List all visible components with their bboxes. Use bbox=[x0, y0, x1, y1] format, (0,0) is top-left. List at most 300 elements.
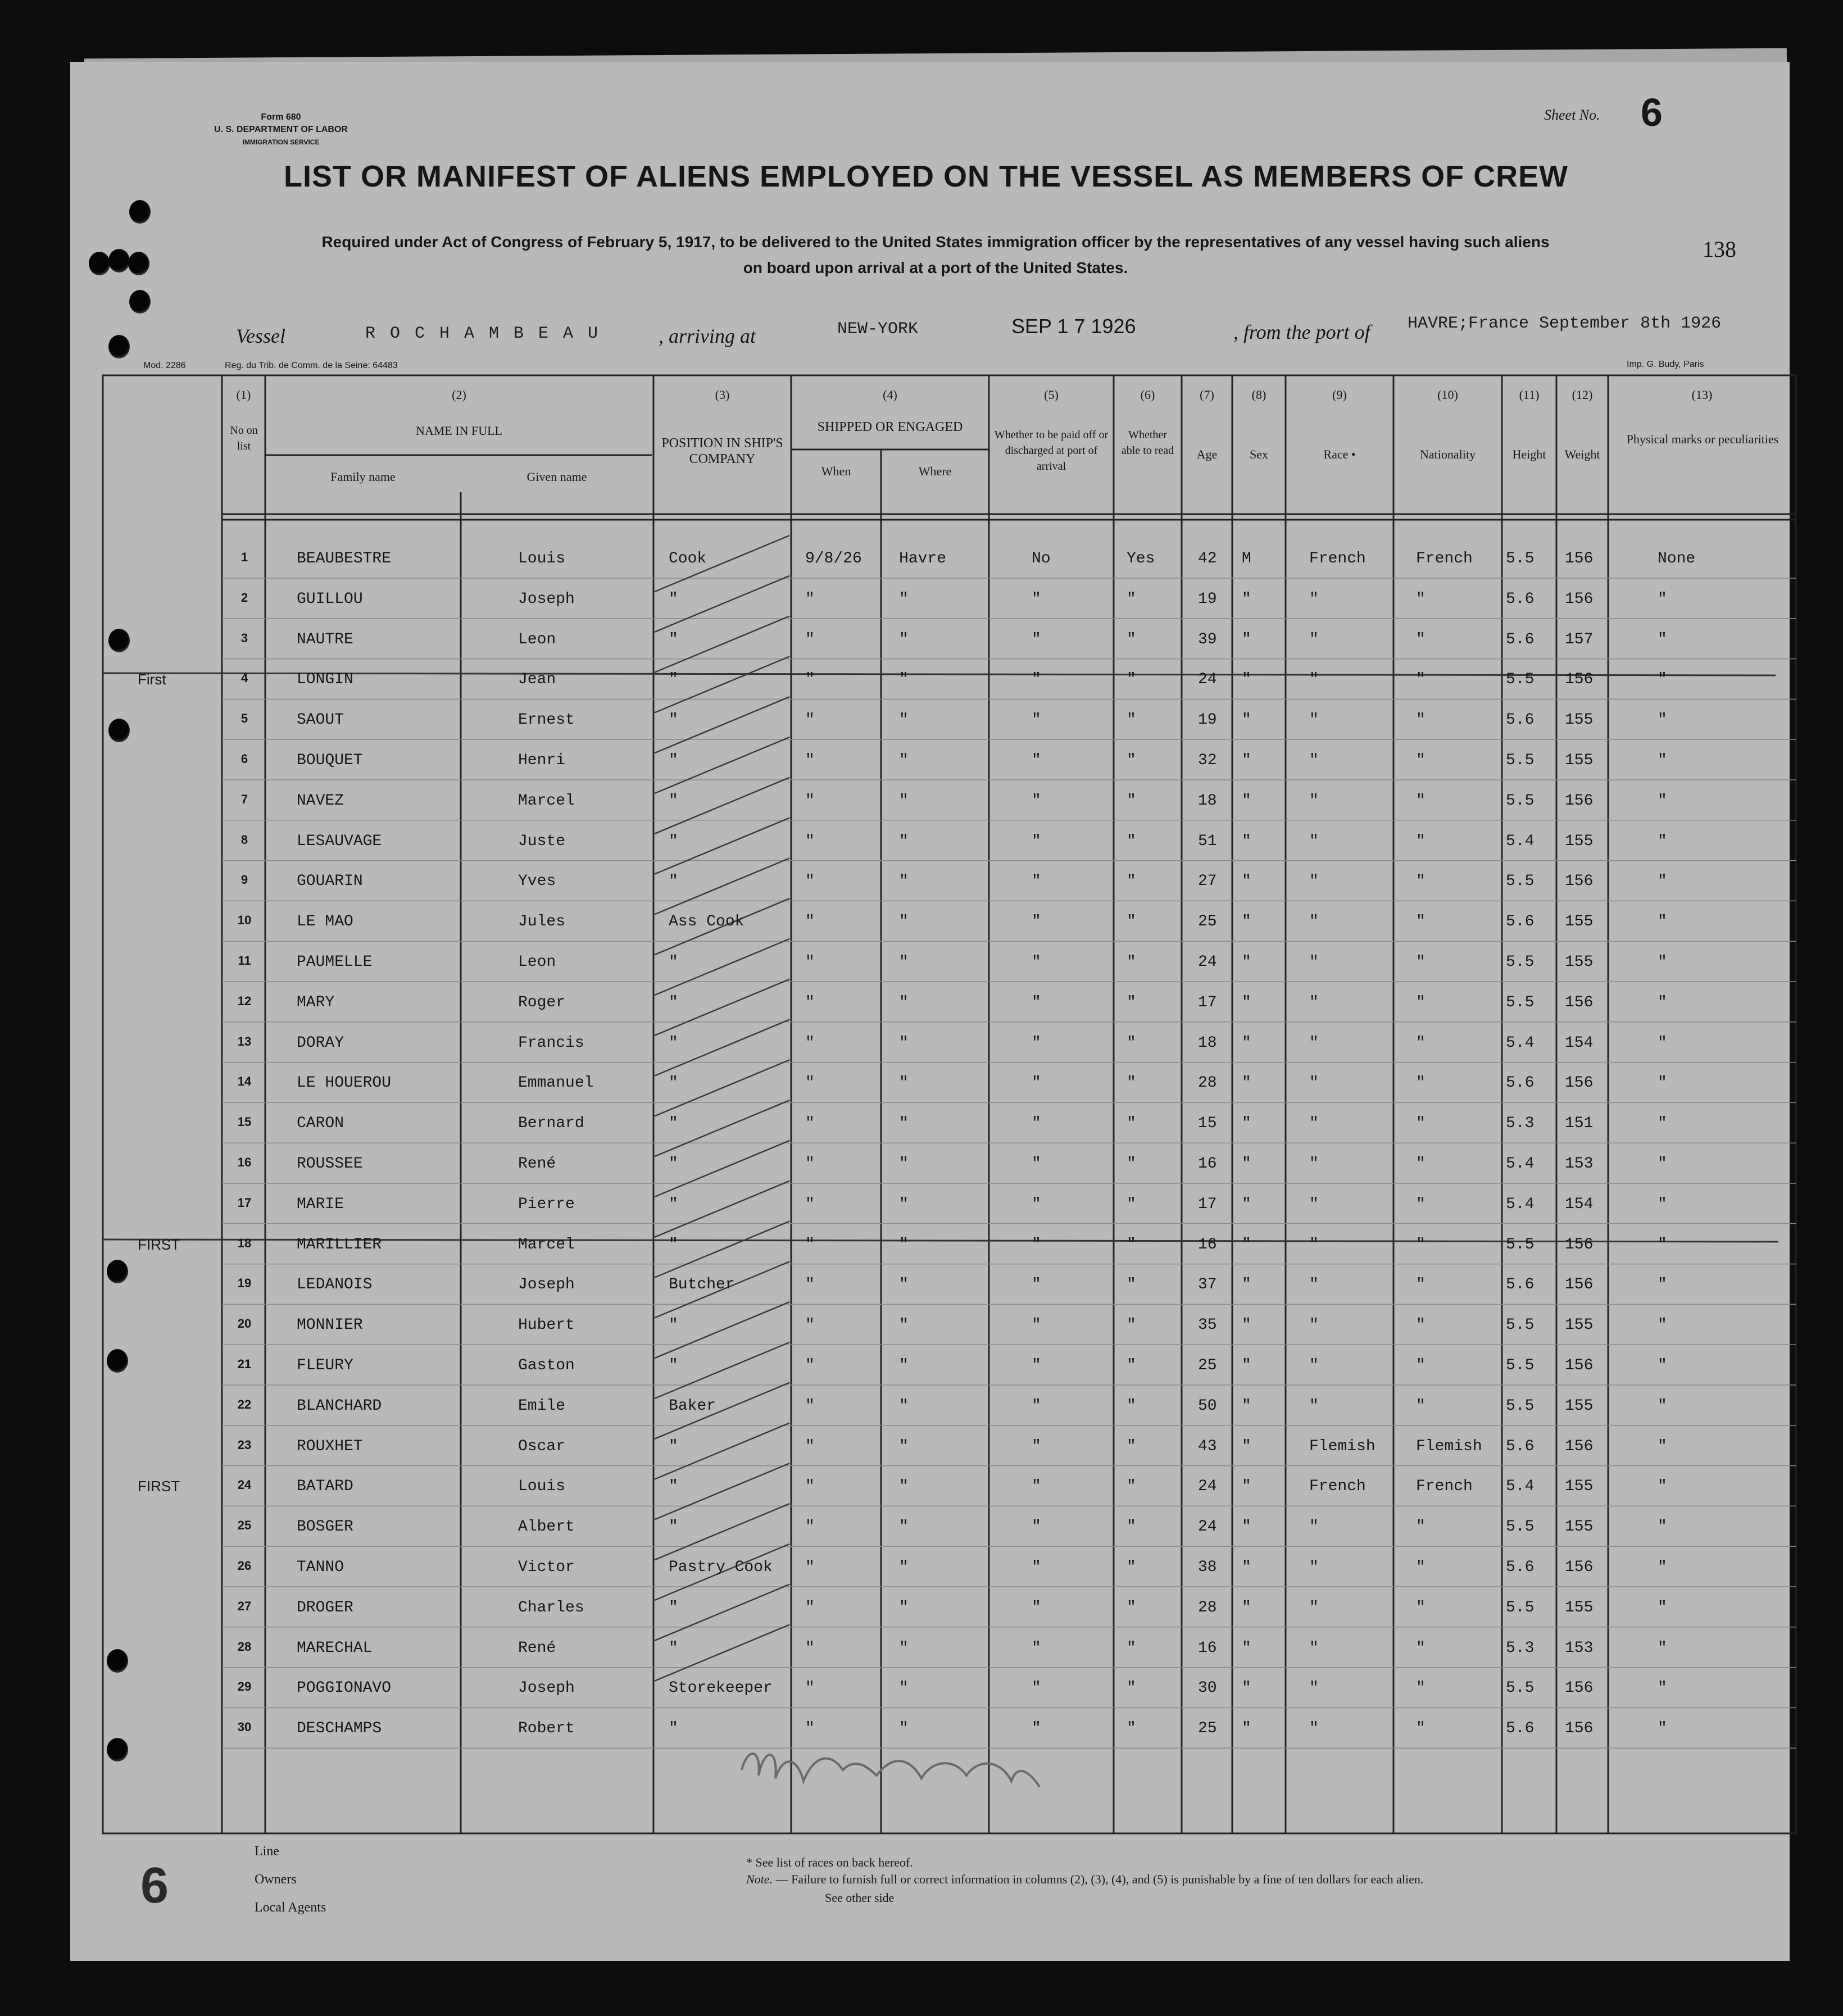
cell-margin-note: FIRST bbox=[138, 1236, 180, 1253]
cell-age: 37 bbox=[1198, 1276, 1217, 1294]
cell-shipped-where: " bbox=[899, 1034, 909, 1052]
cell-height: 5.3 bbox=[1506, 1639, 1535, 1657]
cell-paid-off: " bbox=[1032, 1720, 1041, 1738]
cell-height: 5.4 bbox=[1506, 1478, 1535, 1496]
cell-given-name: Jean bbox=[518, 671, 556, 689]
cell-able-to-read: " bbox=[1127, 913, 1136, 931]
cell-position: " bbox=[669, 1437, 678, 1455]
cell-race: " bbox=[1309, 1155, 1319, 1173]
cell-nationality: " bbox=[1416, 1599, 1426, 1617]
cell-shipped-when: " bbox=[805, 953, 815, 971]
cell-paid-off: " bbox=[1032, 1679, 1041, 1697]
mod-number: Mod. 2286 bbox=[143, 361, 186, 370]
cell-sex: " bbox=[1242, 1195, 1251, 1213]
cell-paid-off: " bbox=[1032, 1357, 1041, 1374]
cell-able-to-read: " bbox=[1127, 1639, 1136, 1657]
cell-nationality: " bbox=[1416, 1195, 1426, 1213]
cell-race: French bbox=[1309, 550, 1366, 567]
owners-label: Owners bbox=[255, 1872, 297, 1887]
cell-nationality: " bbox=[1416, 1155, 1426, 1173]
cell-able-to-read: " bbox=[1127, 1518, 1136, 1536]
cell-able-to-read: " bbox=[1127, 993, 1136, 1011]
cell-shipped-when: " bbox=[805, 832, 815, 850]
cell-height: 5.5 bbox=[1506, 1518, 1535, 1536]
cell-given-name: Emile bbox=[518, 1397, 566, 1415]
cell-shipped-where: " bbox=[899, 792, 909, 810]
cell-race: " bbox=[1309, 1195, 1319, 1213]
col1-header: No on list bbox=[230, 424, 258, 452]
cell-able-to-read: " bbox=[1127, 1679, 1136, 1697]
cell-age: 28 bbox=[1198, 1599, 1217, 1617]
cell-shipped-where: " bbox=[899, 832, 909, 850]
cell-sex: " bbox=[1242, 630, 1251, 648]
cell-shipped-when: " bbox=[805, 1276, 815, 1294]
cell-paid-off: " bbox=[1032, 792, 1041, 810]
cell-height: 5.6 bbox=[1506, 1276, 1535, 1294]
cell-family-name: ROUXHET bbox=[297, 1437, 363, 1455]
col8-number: (8) bbox=[1251, 388, 1267, 402]
cell-shipped-when: " bbox=[805, 1155, 815, 1173]
cell-shipped-when: " bbox=[805, 1518, 815, 1536]
cell-shipped-when: " bbox=[805, 913, 815, 931]
cell-given-name: Charles bbox=[518, 1599, 584, 1617]
cell-weight: 155 bbox=[1565, 1599, 1594, 1617]
cell-physical-marks: " bbox=[1658, 1276, 1667, 1294]
cell-race: " bbox=[1309, 1074, 1319, 1092]
cell-age: 25 bbox=[1198, 1720, 1217, 1738]
cell-shipped-where: " bbox=[899, 671, 909, 689]
cell-weight: 156 bbox=[1565, 590, 1594, 608]
cell-shipped-when: " bbox=[805, 752, 815, 769]
col10-header: Nationality bbox=[1420, 447, 1476, 461]
cell-race: " bbox=[1309, 873, 1319, 891]
page-title: LIST OR MANIFEST OF ALIENS EMPLOYED ON THE VESSEL AS MEMBERS OF CREW bbox=[284, 160, 1569, 193]
cell-physical-marks: " bbox=[1658, 1599, 1667, 1617]
cell-paid-off: " bbox=[1032, 1599, 1041, 1617]
see-other-side: See other side bbox=[825, 1891, 895, 1905]
cell-height: 5.6 bbox=[1506, 1074, 1535, 1092]
cell-sex: " bbox=[1242, 752, 1251, 769]
cell-paid-off: " bbox=[1032, 1639, 1041, 1657]
cell-sex: " bbox=[1242, 1437, 1251, 1455]
cell-able-to-read: " bbox=[1127, 792, 1136, 810]
cell-family-name: BEAUBESTRE bbox=[297, 550, 392, 567]
cell-position: " bbox=[669, 590, 678, 608]
cell-weight: 151 bbox=[1565, 1115, 1594, 1133]
cell-race: " bbox=[1309, 1276, 1319, 1294]
cell-given-name: Joseph bbox=[518, 590, 575, 608]
cell-shipped-when: " bbox=[805, 1478, 815, 1496]
cell-able-to-read: " bbox=[1127, 1115, 1136, 1133]
cell-nationality: " bbox=[1416, 1034, 1426, 1052]
cell-age: 32 bbox=[1198, 752, 1217, 769]
cell-physical-marks: " bbox=[1658, 1034, 1667, 1052]
cell-shipped-where: " bbox=[899, 1276, 909, 1294]
form-service: IMMIGRATION SERVICE bbox=[242, 138, 320, 146]
cell-position: " bbox=[669, 1599, 678, 1617]
cell-position: " bbox=[669, 1115, 678, 1133]
cell-row-number: 30 bbox=[237, 1720, 252, 1735]
cell-age: 25 bbox=[1198, 1357, 1217, 1374]
cell-sex: " bbox=[1242, 953, 1251, 971]
cell-physical-marks: None bbox=[1658, 550, 1696, 567]
cell-nationality: French bbox=[1416, 550, 1473, 567]
cell-shipped-where: " bbox=[899, 953, 909, 971]
cell-given-name: Marcel bbox=[518, 792, 575, 810]
cell-race: " bbox=[1309, 1236, 1319, 1254]
cell-weight: 156 bbox=[1565, 1074, 1594, 1092]
cell-able-to-read: " bbox=[1127, 1397, 1136, 1415]
cell-weight: 156 bbox=[1565, 1720, 1594, 1738]
cell-row-number: 19 bbox=[237, 1276, 252, 1291]
cell-shipped-when: " bbox=[805, 792, 815, 810]
cell-nationality: " bbox=[1416, 792, 1426, 810]
subtitle-line-1: Required under Act of Congress of February 5, 1917, to be delivered to the United States immigration officer by the representatives of any vessel having such aliens bbox=[321, 233, 1550, 251]
cell-sex: " bbox=[1242, 1074, 1251, 1092]
cell-paid-off: " bbox=[1032, 1236, 1041, 1254]
cell-family-name: NAVEZ bbox=[297, 792, 344, 810]
cell-position: " bbox=[669, 752, 678, 769]
cell-able-to-read: " bbox=[1127, 832, 1136, 850]
cell-sex: " bbox=[1242, 1115, 1251, 1133]
cell-weight: 155 bbox=[1565, 752, 1594, 769]
cell-position: " bbox=[669, 1074, 678, 1092]
cell-race: " bbox=[1309, 1518, 1319, 1536]
cell-able-to-read: " bbox=[1127, 1034, 1136, 1052]
cell-physical-marks: " bbox=[1658, 1518, 1667, 1536]
cell-paid-off: " bbox=[1032, 1397, 1041, 1415]
cell-family-name: LE MAO bbox=[297, 913, 353, 931]
cell-weight: 156 bbox=[1565, 1437, 1594, 1455]
cell-able-to-read: " bbox=[1127, 1316, 1136, 1334]
cell-height: 5.4 bbox=[1506, 1155, 1535, 1173]
cell-shipped-when: " bbox=[805, 711, 815, 729]
form-department: U. S. DEPARTMENT OF LABOR bbox=[214, 125, 348, 134]
cell-family-name: GOUARIN bbox=[297, 873, 363, 891]
col7-header: Age bbox=[1196, 447, 1218, 461]
subtitle-line-2: on board upon arrival at a port of the United States. bbox=[743, 259, 1128, 276]
cell-able-to-read: " bbox=[1127, 630, 1136, 648]
col7-number: (7) bbox=[1200, 388, 1214, 402]
cell-position: Cook bbox=[669, 550, 707, 567]
cell-physical-marks: " bbox=[1658, 832, 1667, 850]
cell-position: " bbox=[669, 993, 678, 1011]
cell-row-number: 1 bbox=[240, 550, 248, 564]
cell-shipped-when: " bbox=[805, 1639, 815, 1657]
cell-row-number: 20 bbox=[237, 1316, 252, 1331]
cell-able-to-read: " bbox=[1127, 1074, 1136, 1092]
cell-shipped-where: " bbox=[899, 590, 909, 608]
cell-race: " bbox=[1309, 671, 1319, 689]
cell-age: 43 bbox=[1198, 1437, 1217, 1455]
col4-header: SHIPPED OR ENGAGED bbox=[817, 420, 963, 434]
cell-given-name: Pierre bbox=[518, 1195, 575, 1213]
cell-physical-marks: " bbox=[1658, 671, 1667, 689]
cell-physical-marks: " bbox=[1658, 1720, 1667, 1738]
cell-shipped-when: " bbox=[805, 1236, 815, 1254]
cell-shipped-where: " bbox=[899, 1074, 909, 1092]
cell-shipped-where: " bbox=[899, 1437, 909, 1455]
cell-shipped-where: " bbox=[899, 873, 909, 891]
cell-weight: 156 bbox=[1565, 1559, 1594, 1576]
col11-header: Height bbox=[1512, 447, 1546, 461]
cell-weight: 153 bbox=[1565, 1639, 1594, 1657]
cell-able-to-read: " bbox=[1127, 1357, 1136, 1374]
cell-paid-off: " bbox=[1032, 953, 1041, 971]
cell-age: 17 bbox=[1198, 993, 1217, 1011]
cell-row-number: 4 bbox=[240, 671, 248, 685]
cell-height: 5.5 bbox=[1506, 752, 1535, 769]
cell-family-name: SAOUT bbox=[297, 711, 344, 729]
cell-age: 16 bbox=[1198, 1236, 1217, 1254]
cell-family-name: MONNIER bbox=[297, 1316, 363, 1334]
note-label: Note. bbox=[746, 1872, 773, 1886]
cell-shipped-where: " bbox=[899, 993, 909, 1011]
cell-family-name: DORAY bbox=[297, 1034, 344, 1052]
sheet-number: 6 bbox=[1641, 90, 1663, 134]
cell-paid-off: " bbox=[1032, 1074, 1041, 1092]
cell-position: " bbox=[669, 1357, 678, 1374]
cell-paid-off: " bbox=[1032, 832, 1041, 850]
cell-family-name: MARECHAL bbox=[297, 1639, 373, 1657]
cell-shipped-where: " bbox=[899, 1518, 909, 1536]
cell-sex: M bbox=[1242, 550, 1251, 567]
cell-height: 5.5 bbox=[1506, 993, 1535, 1011]
cell-nationality: " bbox=[1416, 711, 1426, 729]
cell-sex: " bbox=[1242, 1397, 1251, 1415]
cell-shipped-when: " bbox=[805, 671, 815, 689]
cell-position: " bbox=[669, 671, 678, 689]
cell-able-to-read: " bbox=[1127, 1437, 1136, 1455]
cell-position: " bbox=[669, 1478, 678, 1496]
cell-given-name: Albert bbox=[518, 1518, 575, 1536]
col6-header: Whether able to read bbox=[1121, 429, 1174, 457]
cell-age: 27 bbox=[1198, 873, 1217, 891]
cell-able-to-read: " bbox=[1127, 1559, 1136, 1576]
cell-shipped-when: " bbox=[805, 1115, 815, 1133]
col2-header: NAME IN FULL bbox=[416, 424, 502, 438]
cell-given-name: Juste bbox=[518, 832, 566, 850]
cell-row-number: 5 bbox=[240, 711, 248, 726]
sheet-label: Sheet No. bbox=[1544, 107, 1600, 123]
cell-physical-marks: " bbox=[1658, 630, 1667, 648]
cell-shipped-where: " bbox=[899, 913, 909, 931]
cell-race: " bbox=[1309, 1316, 1319, 1334]
col3-header: POSITION IN SHIP'S COMPANY bbox=[661, 436, 783, 466]
col1-number: (1) bbox=[236, 388, 251, 402]
cell-position: " bbox=[669, 1236, 678, 1254]
cell-age: 25 bbox=[1198, 913, 1217, 931]
cell-paid-off: " bbox=[1032, 752, 1041, 769]
cell-height: 5.6 bbox=[1506, 711, 1535, 729]
cell-row-number: 12 bbox=[237, 993, 252, 1008]
cell-family-name: ROUSSEE bbox=[297, 1155, 363, 1173]
cell-age: 39 bbox=[1198, 630, 1217, 648]
cell-physical-marks: " bbox=[1658, 1639, 1667, 1657]
cell-given-name: Emmanuel bbox=[518, 1074, 594, 1092]
cell-height: 5.4 bbox=[1506, 1034, 1535, 1052]
cell-family-name: DROGER bbox=[297, 1599, 353, 1617]
cell-height: 5.5 bbox=[1506, 550, 1535, 567]
cell-shipped-when: " bbox=[805, 1679, 815, 1697]
note-text: — Failure to furnish full or correct information in columns (2), (3), (4), and (5) is punishable by a fine of ten dollars for each alien. bbox=[775, 1872, 1424, 1886]
cell-shipped-when: " bbox=[805, 1316, 815, 1334]
col10-number: (10) bbox=[1437, 388, 1458, 402]
cell-position: " bbox=[669, 1720, 678, 1738]
cell-family-name: FLEURY bbox=[297, 1357, 353, 1374]
cell-physical-marks: " bbox=[1658, 873, 1667, 891]
col9-number: (9) bbox=[1332, 388, 1347, 402]
cell-weight: 156 bbox=[1565, 1357, 1594, 1374]
cell-given-name: Gaston bbox=[518, 1357, 575, 1374]
cell-age: 18 bbox=[1198, 1034, 1217, 1052]
cell-row-number: 15 bbox=[237, 1115, 252, 1129]
cell-weight: 156 bbox=[1565, 671, 1594, 689]
cell-nationality: " bbox=[1416, 630, 1426, 648]
cell-sex: " bbox=[1242, 1236, 1251, 1254]
cell-sex: " bbox=[1242, 1559, 1251, 1576]
cell-paid-off: " bbox=[1032, 590, 1041, 608]
cell-age: 28 bbox=[1198, 1074, 1217, 1092]
cell-sex: " bbox=[1242, 873, 1251, 891]
cell-race: " bbox=[1309, 1397, 1319, 1415]
cell-shipped-when: " bbox=[805, 1195, 815, 1213]
cell-row-number: 28 bbox=[237, 1639, 252, 1654]
cell-race: " bbox=[1309, 953, 1319, 971]
cell-race: French bbox=[1309, 1478, 1366, 1496]
cell-family-name: NAUTRE bbox=[297, 630, 353, 648]
cell-height: 5.4 bbox=[1506, 1195, 1535, 1213]
cell-position: " bbox=[669, 1518, 678, 1536]
cell-paid-off: " bbox=[1032, 1034, 1041, 1052]
cell-age: 16 bbox=[1198, 1155, 1217, 1173]
cell-physical-marks: " bbox=[1658, 711, 1667, 729]
cell-physical-marks: " bbox=[1658, 1437, 1667, 1455]
cell-shipped-where: " bbox=[899, 1316, 909, 1334]
cell-age: 24 bbox=[1198, 953, 1217, 971]
cell-age: 19 bbox=[1198, 711, 1217, 729]
cell-sex: " bbox=[1242, 1034, 1251, 1052]
cell-row-number: 3 bbox=[240, 630, 248, 645]
cell-height: 5.6 bbox=[1506, 913, 1535, 931]
cell-row-number: 10 bbox=[237, 913, 252, 928]
cell-sex: " bbox=[1242, 832, 1251, 850]
cell-sex: " bbox=[1242, 1679, 1251, 1697]
cell-position: " bbox=[669, 1034, 678, 1052]
cell-race: " bbox=[1309, 1639, 1319, 1657]
cell-physical-marks: " bbox=[1658, 1397, 1667, 1415]
cell-age: 17 bbox=[1198, 1195, 1217, 1213]
cell-family-name: MARY bbox=[297, 993, 335, 1011]
cell-paid-off: " bbox=[1032, 711, 1041, 729]
cell-weight: 156 bbox=[1565, 1679, 1594, 1697]
cell-age: 50 bbox=[1198, 1397, 1217, 1415]
cell-row-number: 9 bbox=[240, 873, 248, 887]
cell-physical-marks: " bbox=[1658, 1559, 1667, 1576]
cell-given-name: Victor bbox=[518, 1559, 575, 1576]
cell-family-name: MARILLIER bbox=[297, 1236, 382, 1254]
cell-able-to-read: " bbox=[1127, 1720, 1136, 1738]
when-header: When bbox=[821, 464, 851, 478]
cell-weight: 156 bbox=[1565, 1236, 1594, 1254]
cell-row-number: 27 bbox=[237, 1599, 252, 1613]
col8-header: Sex bbox=[1250, 447, 1268, 461]
cell-position: Ass Cook bbox=[669, 913, 745, 931]
cell-position: Baker bbox=[669, 1397, 716, 1415]
cell-physical-marks: " bbox=[1658, 1115, 1667, 1133]
cell-nationality: " bbox=[1416, 1518, 1426, 1536]
cell-position: " bbox=[669, 953, 678, 971]
cell-paid-off: " bbox=[1032, 1437, 1041, 1455]
cell-age: 18 bbox=[1198, 792, 1217, 810]
cell-sex: " bbox=[1242, 1357, 1251, 1374]
cell-nationality: " bbox=[1416, 1316, 1426, 1334]
cell-family-name: DESCHAMPS bbox=[297, 1720, 382, 1738]
cell-row-number: 2 bbox=[240, 590, 248, 605]
cell-height: 5.6 bbox=[1506, 1437, 1535, 1455]
cell-row-number: 18 bbox=[237, 1236, 252, 1250]
cell-weight: 155 bbox=[1565, 1518, 1594, 1536]
family-name-header: Family name bbox=[330, 470, 396, 484]
cell-weight: 156 bbox=[1565, 873, 1594, 891]
cell-row-number: 21 bbox=[237, 1357, 252, 1371]
cell-weight: 155 bbox=[1565, 832, 1594, 850]
col13-number: (13) bbox=[1691, 388, 1713, 402]
cell-shipped-where: " bbox=[899, 1397, 909, 1415]
cell-family-name: MARIE bbox=[297, 1195, 344, 1213]
vessel-name: R O C H A M B E A U bbox=[365, 324, 601, 343]
cell-family-name: BOSGER bbox=[297, 1518, 353, 1536]
cell-weight: 154 bbox=[1565, 1034, 1594, 1052]
cell-given-name: René bbox=[518, 1639, 556, 1657]
cell-family-name: BOUQUET bbox=[297, 752, 363, 769]
cell-age: 24 bbox=[1198, 1478, 1217, 1496]
cell-shipped-where: Havre bbox=[899, 550, 947, 567]
cell-paid-off: " bbox=[1032, 1559, 1041, 1576]
cell-family-name: LONGIN bbox=[297, 671, 353, 689]
cell-row-number: 13 bbox=[237, 1034, 252, 1048]
cell-shipped-when: " bbox=[805, 1599, 815, 1617]
cell-shipped-where: " bbox=[899, 1478, 909, 1496]
cell-nationality: " bbox=[1416, 993, 1426, 1011]
cell-weight: 155 bbox=[1565, 913, 1594, 931]
cell-race: " bbox=[1309, 792, 1319, 810]
cell-shipped-where: " bbox=[899, 1195, 909, 1213]
cell-paid-off: " bbox=[1032, 630, 1041, 648]
cell-race: " bbox=[1309, 1357, 1319, 1374]
cell-able-to-read: " bbox=[1127, 590, 1136, 608]
cell-row-number: 7 bbox=[240, 792, 248, 806]
cell-race: " bbox=[1309, 752, 1319, 769]
col12-number: (12) bbox=[1572, 388, 1593, 402]
cell-able-to-read: " bbox=[1127, 1195, 1136, 1213]
cell-paid-off: " bbox=[1032, 1195, 1041, 1213]
cell-able-to-read: " bbox=[1127, 873, 1136, 891]
cell-nationality: " bbox=[1416, 590, 1426, 608]
cell-race: " bbox=[1309, 1559, 1319, 1576]
col5-header: Whether to be paid off or discharged at port of arrival bbox=[994, 429, 1109, 473]
cell-sex: " bbox=[1242, 711, 1251, 729]
cell-able-to-read: " bbox=[1127, 953, 1136, 971]
cell-age: 35 bbox=[1198, 1316, 1217, 1334]
from-port: HAVRE;France September 8th 1926 bbox=[1408, 314, 1722, 333]
cell-sex: " bbox=[1242, 1155, 1251, 1173]
cell-position: " bbox=[669, 873, 678, 891]
cell-family-name: LEDANOIS bbox=[297, 1276, 373, 1294]
cell-paid-off: " bbox=[1032, 1155, 1041, 1173]
col9-header: Race • bbox=[1323, 447, 1356, 461]
cell-nationality: " bbox=[1416, 1720, 1426, 1738]
